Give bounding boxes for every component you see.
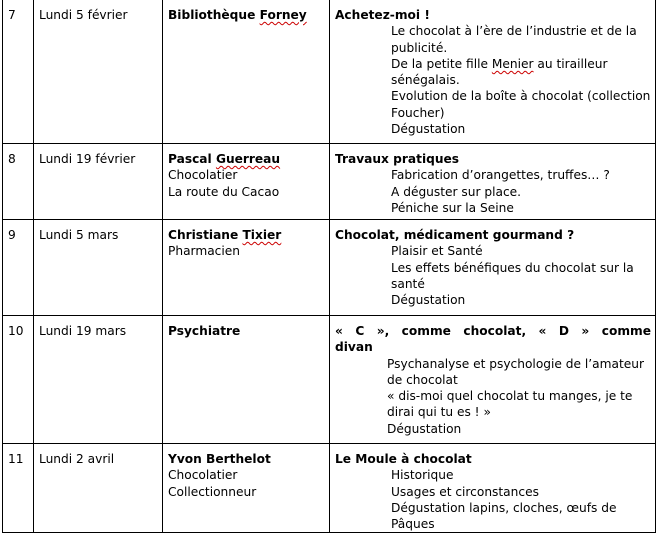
session-number: 8 (3, 144, 34, 220)
list-item: Dégustation (391, 122, 466, 137)
list-item: Psychanalyse et psychologie de l’amateur de chocolat (387, 356, 644, 387)
guest-name: Bibliothèque Forney (168, 8, 307, 22)
list-item: Fabrication d’orangettes, truffes… ? (391, 168, 610, 183)
spellcheck-underline: Forney (259, 8, 307, 22)
guest-cell (163, 444, 330, 533)
topic-items (335, 467, 651, 532)
session-number: 11 (3, 444, 34, 533)
guest-cell (163, 0, 330, 144)
guest-role: Chocolatier (168, 468, 238, 483)
guest-cell (163, 316, 330, 444)
spellcheck-underline: Guerreau (215, 152, 281, 166)
guest-name: Christiane Tixier (168, 228, 282, 242)
topic-title: Chocolat, médicament gourmand ? (335, 228, 575, 242)
session-date: Lundi 19 mars (34, 316, 163, 444)
list-item: Dégustation (387, 421, 462, 436)
topic-cell (330, 444, 656, 533)
guest-cell (163, 144, 330, 220)
table-row (3, 0, 656, 144)
topic-items (335, 167, 651, 216)
table-row (3, 144, 656, 220)
spellcheck-underline: Tixier (242, 228, 282, 242)
list-item: A déguster sur place. (391, 184, 522, 199)
session-date: Lundi 2 avril (34, 444, 163, 533)
list-item: Dégustation (391, 293, 466, 308)
list-item: Plaisir et Santé (391, 244, 483, 259)
topic-cell (330, 144, 656, 220)
session-number: 10 (3, 316, 34, 444)
session-number: 9 (3, 220, 34, 316)
topic-items (335, 23, 651, 137)
session-date: Lundi 5 mars (34, 220, 163, 316)
guest-cell (163, 220, 330, 316)
guest-name: Yvon Berthelot (168, 452, 271, 466)
session-number: 7 (3, 0, 34, 144)
guest-name: Pascal Guerreau (168, 152, 281, 166)
session-date: Lundi 19 février (34, 144, 163, 220)
guest-role: Chocolatier (168, 168, 238, 183)
guest-role: Pharmacien (168, 244, 240, 259)
list-item: « dis-moi quel chocolat tu manges, je te dirai qui tu es ! » (387, 389, 633, 420)
topic-title: Travaux pratiques (335, 152, 460, 166)
guest-role: La route du Cacao (168, 184, 280, 199)
topic-title: Le Moule à chocolat (335, 452, 472, 466)
topic-title: Achetez-moi ! (335, 8, 430, 22)
list-item: De la petite fille Menier au tirailleur sénégalais. (391, 56, 608, 88)
guest-role: Collectionneur (168, 484, 257, 499)
topic-cell (330, 0, 656, 144)
topic-cell (330, 316, 656, 444)
list-item: Usages et circonstances (391, 484, 539, 499)
list-item: Dégustation lapins, cloches, œufs de Pâques (391, 500, 617, 532)
program-table (2, 0, 656, 533)
topic-items (335, 356, 651, 437)
list-item: Le chocolat à l’ère de l’industrie et de la publicité. (391, 24, 637, 55)
topic-title-continued: divan (335, 340, 373, 355)
topic-items (335, 243, 651, 308)
topic-cell (330, 220, 656, 316)
spellcheck-underline: Menier (491, 56, 534, 71)
list-item: Evolution de la boîte à chocolat (collection Foucher) (391, 89, 651, 120)
list-item: Péniche sur la Seine (391, 200, 514, 215)
list-item: Historique (391, 468, 454, 483)
table-row (3, 220, 656, 316)
topic-title: « C », comme chocolat, « D » comme (335, 324, 651, 338)
session-date: Lundi 5 février (34, 0, 163, 144)
guest-name: Psychiatre (168, 324, 241, 338)
table-row (3, 316, 656, 444)
table-row (3, 444, 656, 533)
list-item: Les effets bénéfiques du chocolat sur la santé (391, 260, 634, 291)
